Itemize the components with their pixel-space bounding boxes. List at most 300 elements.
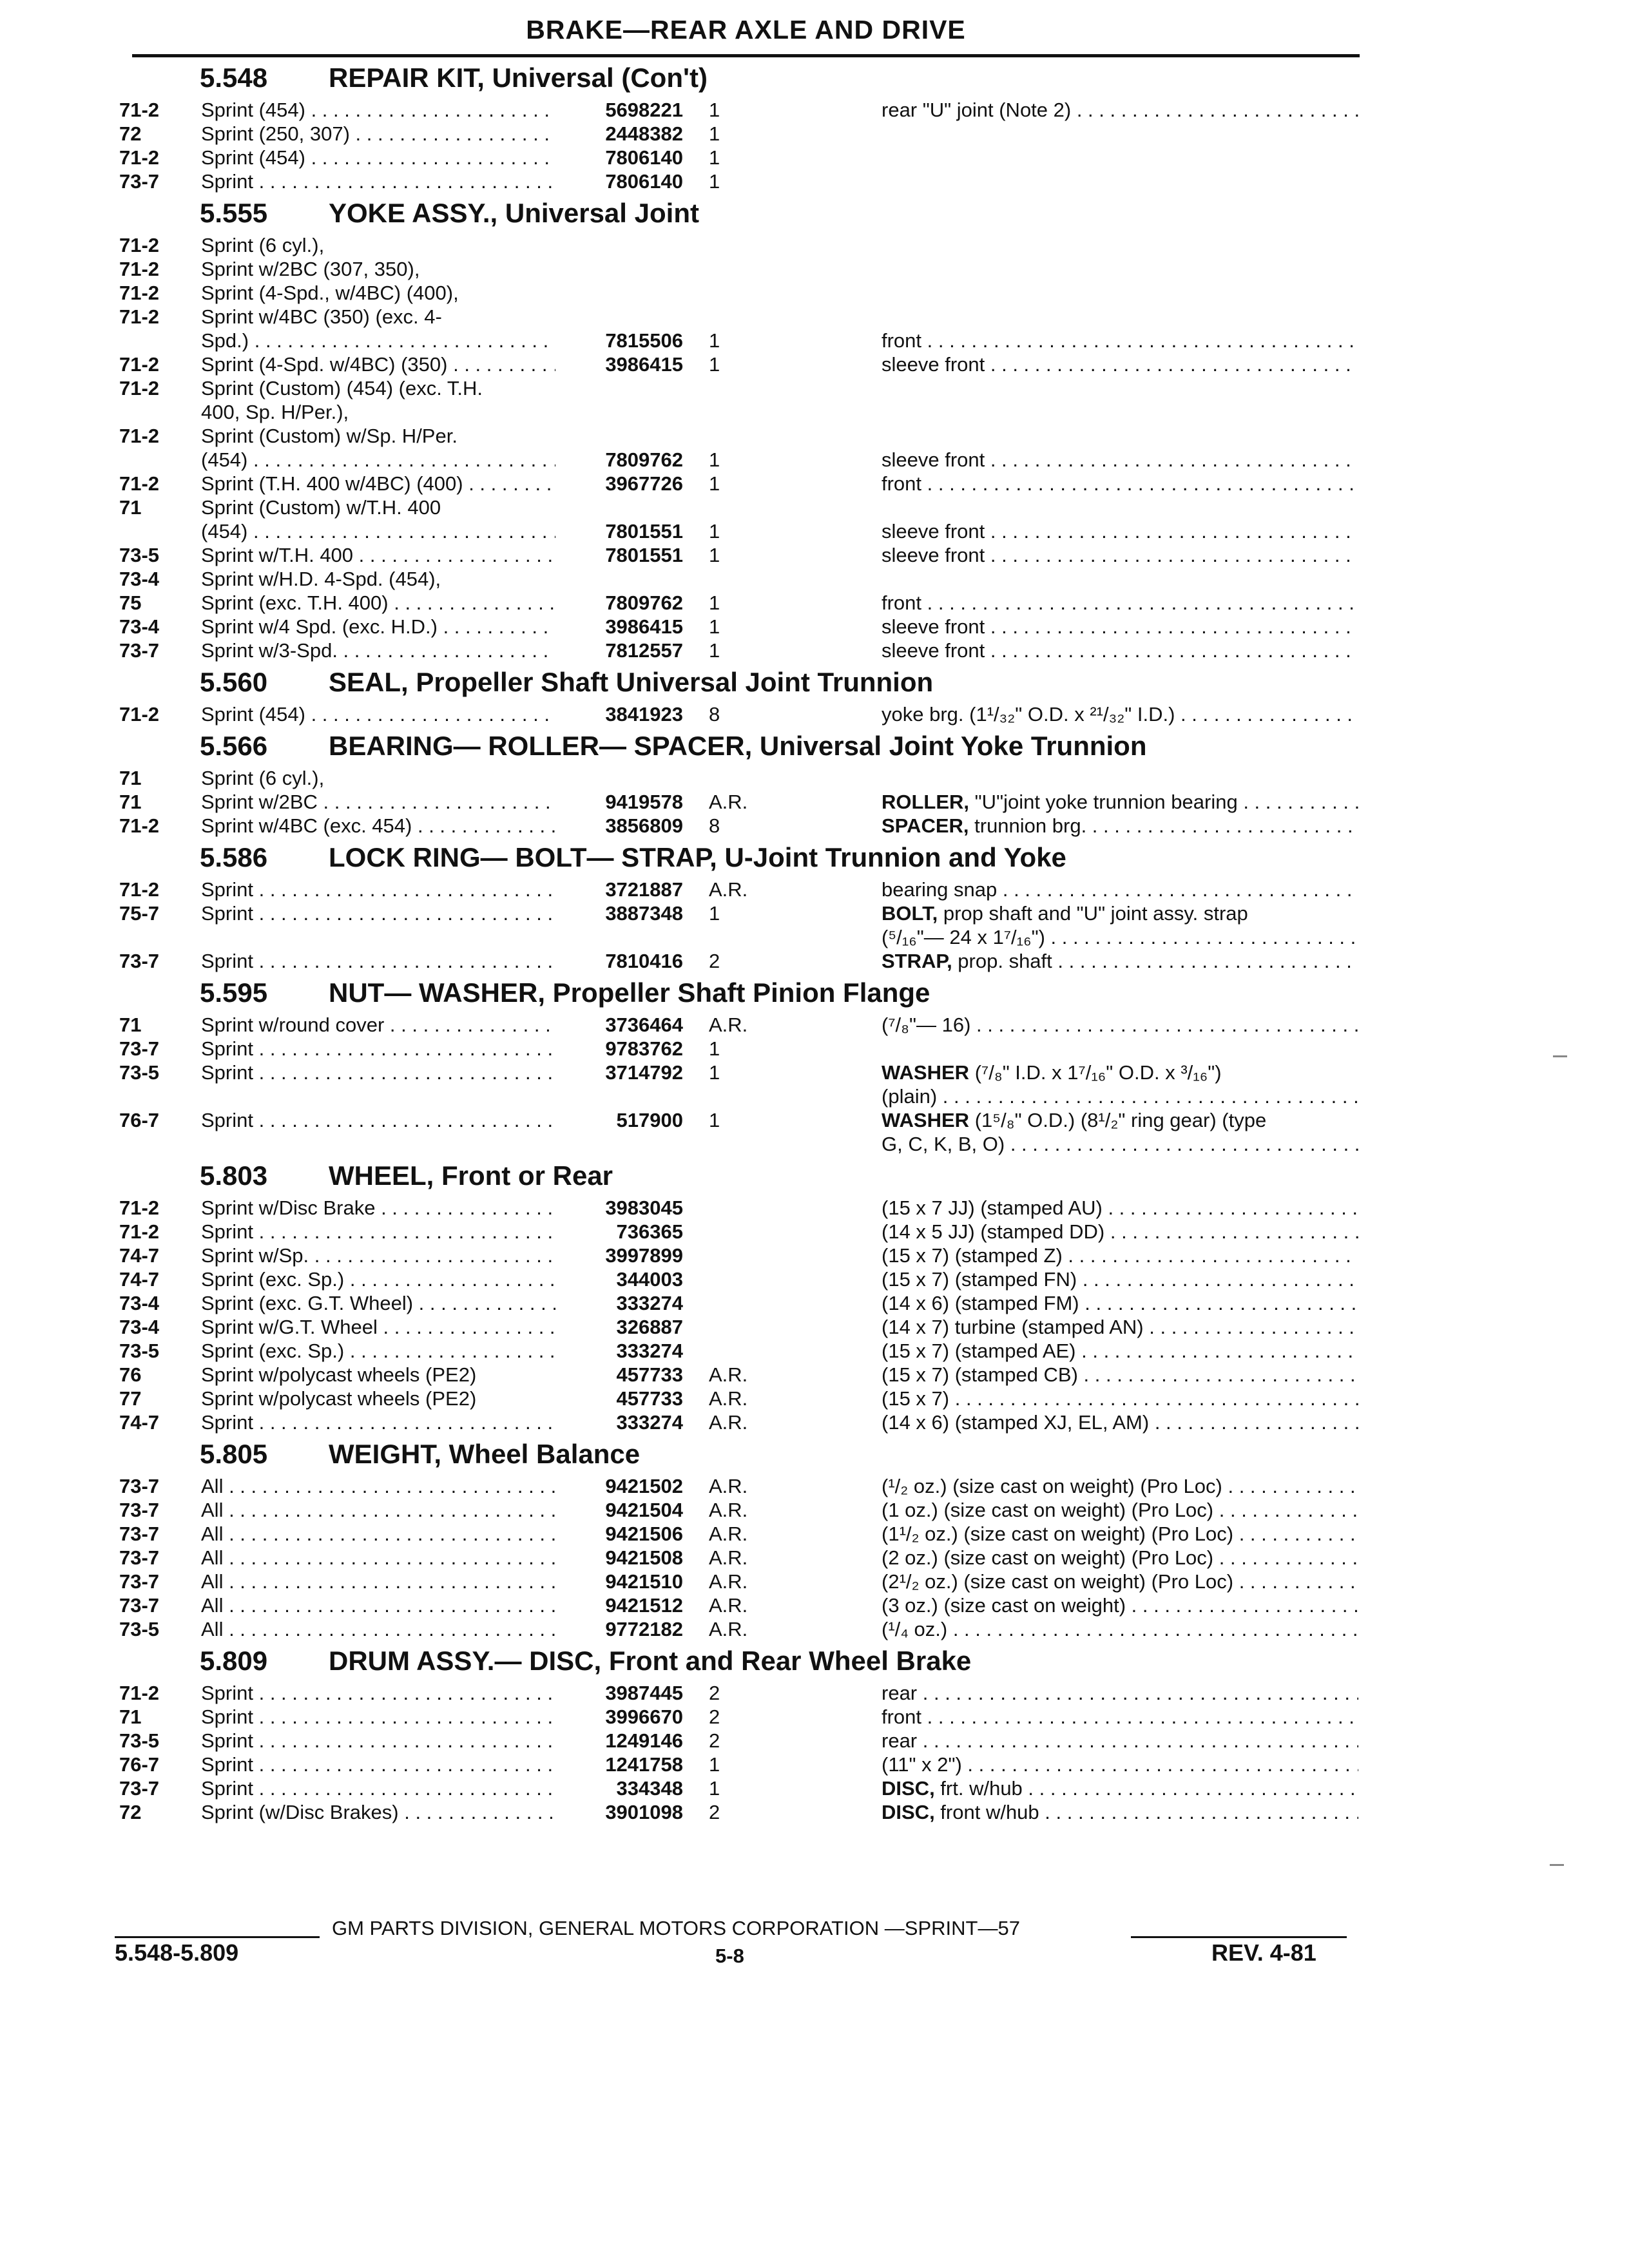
remarks bbox=[882, 1522, 1358, 1546]
application-desc: Sprint w/polycast wheels (PE2) bbox=[201, 1387, 477, 1410]
remarks bbox=[882, 352, 1358, 376]
part-number: 9421502 bbox=[605, 1475, 683, 1497]
part-number: 7806140 bbox=[605, 146, 683, 169]
application-desc: Sprint (Custom) w/T.H. 400 bbox=[201, 496, 441, 519]
application-desc: All . . . bbox=[201, 1617, 555, 1641]
section-number: 5.560 bbox=[200, 667, 268, 697]
model-code: 73-4 bbox=[119, 615, 160, 638]
table-row bbox=[0, 424, 1629, 448]
application-desc: Sprint w/4BC (exc. 454) . . . bbox=[201, 814, 555, 838]
remarks bbox=[882, 448, 1358, 472]
remarks-text: sleeve front bbox=[882, 639, 985, 662]
quantity: 1 bbox=[709, 1061, 720, 1084]
application-desc: Sprint (250, 307) . . . bbox=[201, 122, 555, 146]
remarks bbox=[882, 1546, 1358, 1570]
part-number: 3841923 bbox=[605, 703, 683, 726]
remarks bbox=[882, 1705, 1358, 1729]
part-number: 326887 bbox=[616, 1316, 683, 1338]
section-number: 5.548 bbox=[200, 62, 268, 93]
table-row bbox=[0, 1729, 1629, 1753]
table-row bbox=[0, 1244, 1629, 1267]
application-desc: Sprint w/Sp. . . . bbox=[201, 1244, 555, 1267]
remarks bbox=[882, 702, 1358, 726]
remarks-keyword: DISC, bbox=[882, 1801, 935, 1823]
application-desc: Sprint (exc. T.H. 400) . . . bbox=[201, 591, 555, 615]
application-desc: Sprint . . . bbox=[201, 1037, 555, 1061]
quantity: A.R. bbox=[709, 878, 748, 901]
application-desc: Sprint (6 cyl.), bbox=[201, 767, 325, 789]
application-desc: Sprint . . . bbox=[201, 1410, 555, 1434]
quantity: 1 bbox=[709, 170, 720, 193]
part-number: 333274 bbox=[616, 1292, 683, 1314]
application-desc: Sprint w/H.D. 4-Spd. (454), bbox=[201, 568, 441, 590]
quantity: 1 bbox=[709, 1037, 720, 1060]
table-row bbox=[0, 122, 1629, 146]
model-code: 76 bbox=[119, 1363, 142, 1386]
application-desc: Sprint . . . bbox=[201, 1705, 555, 1729]
table-row bbox=[0, 1387, 1629, 1410]
application-desc: Sprint w/4 Spd. (exc. H.D.) . . . bbox=[201, 615, 555, 639]
quantity: 1 bbox=[709, 1109, 720, 1131]
quantity: A.R. bbox=[709, 1387, 748, 1410]
remarks-text: sleeve front bbox=[882, 520, 985, 543]
section bbox=[0, 662, 1629, 726]
table-row bbox=[0, 1681, 1629, 1705]
remarks bbox=[882, 1061, 1358, 1084]
remarks bbox=[882, 1291, 1358, 1315]
quantity: 8 bbox=[709, 814, 720, 837]
section-number: 5.803 bbox=[200, 1160, 268, 1191]
section-heading bbox=[0, 1641, 1629, 1681]
application-desc: Sprint . . . bbox=[201, 169, 555, 193]
model-code: 73-7 bbox=[119, 639, 160, 662]
scan-mark bbox=[1550, 1864, 1564, 1866]
remarks bbox=[882, 1084, 1358, 1108]
table-row bbox=[0, 495, 1629, 519]
table-row bbox=[0, 519, 1629, 543]
remarks-text: (⁵/₁₆"— 24 x 1⁷/₁₆") bbox=[882, 926, 1045, 948]
part-number: 3714792 bbox=[605, 1061, 683, 1084]
part-number: 1249146 bbox=[605, 1729, 683, 1752]
part-number: 3721887 bbox=[605, 878, 683, 901]
table-row bbox=[0, 329, 1629, 352]
remarks bbox=[882, 472, 1358, 495]
part-number: 457733 bbox=[616, 1387, 683, 1410]
model-code: 71-2 bbox=[119, 1196, 160, 1219]
footer-range: 5.548-5.809 bbox=[115, 1939, 239, 1966]
remarks-text: (14 x 5 JJ) (stamped DD) bbox=[882, 1220, 1105, 1243]
remarks-text: sleeve front bbox=[882, 353, 985, 376]
page-header bbox=[132, 9, 1360, 57]
model-code: 71 bbox=[119, 767, 142, 789]
quantity: 2 bbox=[709, 1729, 720, 1752]
part-number: 3987445 bbox=[605, 1682, 683, 1704]
model-code: 73-7 bbox=[119, 1594, 160, 1617]
remarks-text: sleeve front bbox=[882, 615, 985, 638]
table-row bbox=[0, 233, 1629, 257]
table-row bbox=[0, 1196, 1629, 1220]
application-desc: Sprint w/polycast wheels (PE2) bbox=[201, 1363, 477, 1386]
quantity: A.R. bbox=[709, 1475, 748, 1497]
quantity: 1 bbox=[709, 99, 720, 121]
remarks bbox=[882, 814, 1358, 838]
table-row bbox=[0, 352, 1629, 376]
part-number: 9772182 bbox=[605, 1618, 683, 1640]
model-code: 71 bbox=[119, 1706, 142, 1728]
remarks-text: (2 oz.) (size cast on weight) (Pro Loc) bbox=[882, 1546, 1214, 1569]
remarks bbox=[882, 1800, 1358, 1824]
page-title: BRAKE—REAR AXLE AND DRIVE bbox=[526, 15, 966, 44]
model-code: 74-7 bbox=[119, 1268, 160, 1291]
table-row bbox=[0, 1410, 1629, 1434]
part-number: 9421508 bbox=[605, 1546, 683, 1569]
quantity: A.R. bbox=[709, 1499, 748, 1521]
quantity: 1 bbox=[709, 591, 720, 614]
remarks-text: (2¹/₂ oz.) (size cast on weight) (Pro Loc) bbox=[882, 1570, 1234, 1593]
model-code: 71 bbox=[119, 1014, 142, 1036]
model-code: 73-7 bbox=[119, 1777, 160, 1800]
application-desc: (454) . . . bbox=[201, 519, 555, 543]
table-row bbox=[0, 1705, 1629, 1729]
table-row bbox=[0, 1291, 1629, 1315]
remarks-text: trunnion brg. bbox=[969, 814, 1087, 837]
part-number: 344003 bbox=[616, 1268, 683, 1291]
remarks-text: (14 x 6) (stamped XJ, EL, AM) bbox=[882, 1411, 1150, 1434]
section-heading bbox=[0, 193, 1629, 233]
footer-rule-left bbox=[115, 1936, 320, 1938]
part-number: 7809762 bbox=[605, 448, 683, 471]
application-desc: Sprint (4-Spd. w/4BC) (350) . . . bbox=[201, 352, 555, 376]
footer-page-number: 5-8 bbox=[715, 1945, 744, 1967]
model-code: 73-4 bbox=[119, 1316, 160, 1338]
remarks-keyword: BOLT, bbox=[882, 902, 938, 925]
remarks bbox=[882, 1753, 1358, 1776]
model-code: 71-2 bbox=[119, 703, 160, 726]
model-code: 73-7 bbox=[119, 1499, 160, 1521]
application-desc: Sprint w/4BC (350) (exc. 4- bbox=[201, 305, 442, 328]
remarks bbox=[882, 878, 1358, 901]
remarks-text: (11" x 2") bbox=[882, 1753, 962, 1776]
application-desc: Sprint (exc. Sp.) . . . bbox=[201, 1339, 555, 1363]
table-row bbox=[0, 1546, 1629, 1570]
remarks bbox=[882, 1617, 1358, 1641]
quantity: 2 bbox=[709, 950, 720, 972]
section-title: REPAIR KIT, Universal (Con't) bbox=[329, 62, 708, 93]
application-desc: All . . . bbox=[201, 1570, 555, 1593]
part-number: 333274 bbox=[616, 1411, 683, 1434]
remarks bbox=[882, 1474, 1358, 1498]
table-row bbox=[0, 1132, 1629, 1156]
table-row bbox=[0, 1800, 1629, 1824]
application-desc: Sprint (6 cyl.), bbox=[201, 234, 325, 256]
model-code: 71-2 bbox=[119, 1682, 160, 1704]
part-number: 3856809 bbox=[605, 814, 683, 837]
part-number: 7801551 bbox=[605, 520, 683, 543]
application-desc: Sprint (w/Disc Brakes) . . . bbox=[201, 1800, 555, 1824]
quantity: A.R. bbox=[709, 1014, 748, 1036]
remarks-text: (3 oz.) (size cast on weight) bbox=[882, 1594, 1126, 1617]
table-row bbox=[0, 567, 1629, 591]
table-row bbox=[0, 1617, 1629, 1641]
section-number: 5.805 bbox=[200, 1439, 268, 1469]
quantity: 8 bbox=[709, 703, 720, 726]
section-title: LOCK RING— BOLT— STRAP, U-Joint Trunnion and Yoke bbox=[329, 842, 1066, 872]
application-desc: All . . . bbox=[201, 1546, 555, 1570]
model-code: 71-2 bbox=[119, 282, 160, 304]
part-number: 334348 bbox=[616, 1777, 683, 1800]
remarks bbox=[882, 1013, 1358, 1037]
section-heading bbox=[0, 662, 1629, 702]
quantity: A.R. bbox=[709, 1363, 748, 1386]
model-code: 71-2 bbox=[119, 99, 160, 121]
remarks bbox=[882, 1410, 1358, 1434]
model-code: 71-2 bbox=[119, 305, 160, 328]
part-number: 2448382 bbox=[605, 122, 683, 145]
model-code: 73-5 bbox=[119, 1618, 160, 1640]
model-code: 71-2 bbox=[119, 377, 160, 399]
footer-publisher: GM PARTS DIVISION, GENERAL MOTORS CORPORATION —SPRINT—57 bbox=[332, 1917, 1020, 1939]
table-row bbox=[0, 615, 1629, 639]
model-code: 76-7 bbox=[119, 1109, 160, 1131]
table-row bbox=[0, 814, 1629, 838]
remarks bbox=[882, 543, 1358, 567]
section-number: 5.586 bbox=[200, 842, 268, 872]
model-code: 71-2 bbox=[119, 814, 160, 837]
model-code: 71-2 bbox=[119, 234, 160, 256]
remarks-keyword: ROLLER, bbox=[882, 791, 970, 813]
part-number: 3986415 bbox=[605, 615, 683, 638]
application-desc: Sprint . . . bbox=[201, 1681, 555, 1705]
table-row bbox=[0, 257, 1629, 281]
model-code: 73-5 bbox=[119, 1340, 160, 1362]
section bbox=[0, 193, 1629, 662]
quantity: A.R. bbox=[709, 1618, 748, 1640]
table-row bbox=[0, 376, 1629, 400]
application-desc: Sprint w/2BC . . . bbox=[201, 790, 555, 814]
section-title: WEIGHT, Wheel Balance bbox=[329, 1439, 641, 1469]
application-desc: (454) . . . bbox=[201, 448, 555, 472]
remarks-text: (plain) bbox=[882, 1085, 938, 1108]
model-code: 73-4 bbox=[119, 568, 160, 590]
application-desc: Sprint w/2BC (307, 350), bbox=[201, 258, 420, 280]
model-code: 73-7 bbox=[119, 1570, 160, 1593]
table-row bbox=[0, 1498, 1629, 1522]
model-code: 71-2 bbox=[119, 146, 160, 169]
remarks-text: (¹/₄ oz.) bbox=[882, 1618, 948, 1640]
table-row bbox=[0, 1363, 1629, 1387]
remarks bbox=[882, 1220, 1358, 1244]
quantity: A.R. bbox=[709, 1523, 748, 1545]
part-number: 3887348 bbox=[605, 902, 683, 925]
model-code: 73-5 bbox=[119, 544, 160, 566]
remarks-text: front bbox=[882, 1706, 922, 1728]
application-desc: Sprint . . . bbox=[201, 1753, 555, 1776]
scan-mark bbox=[1553, 1055, 1567, 1057]
remarks bbox=[882, 1681, 1358, 1705]
application-desc: Spd.) . . . bbox=[201, 329, 555, 352]
quantity: 1 bbox=[709, 353, 720, 376]
quantity: A.R. bbox=[709, 1411, 748, 1434]
section-heading bbox=[0, 58, 1629, 98]
application-desc: Sprint (Custom) w/Sp. H/Per. bbox=[201, 425, 458, 447]
remarks-text: (15 x 7) bbox=[882, 1387, 950, 1410]
remarks bbox=[882, 1339, 1358, 1363]
application-desc: Sprint (T.H. 400 w/4BC) (400) . . . bbox=[201, 472, 555, 495]
remarks-text: front w/hub bbox=[934, 1801, 1039, 1823]
table-row bbox=[0, 1522, 1629, 1546]
part-number: 3996670 bbox=[605, 1706, 683, 1728]
section-heading bbox=[0, 726, 1629, 766]
section-title: WHEEL, Front or Rear bbox=[329, 1160, 613, 1191]
part-number: 9421510 bbox=[605, 1570, 683, 1593]
remarks-text: (15 x 7 JJ) (stamped AU) bbox=[882, 1196, 1103, 1219]
table-row bbox=[0, 305, 1629, 329]
model-code: 71-2 bbox=[119, 878, 160, 901]
table-row bbox=[0, 878, 1629, 901]
model-code: 74-7 bbox=[119, 1244, 160, 1267]
remarks-text: (15 x 7) (stamped Z) bbox=[882, 1244, 1063, 1267]
footer-rule-right bbox=[1131, 1936, 1347, 1938]
table-row bbox=[0, 1776, 1629, 1800]
part-number: 3997899 bbox=[605, 1244, 683, 1267]
remarks-text: G, C, K, B, O) bbox=[882, 1133, 1005, 1155]
section-title: YOKE ASSY., Universal Joint bbox=[329, 198, 699, 228]
remarks bbox=[882, 901, 1358, 925]
remarks bbox=[882, 329, 1358, 352]
part-number: 9419578 bbox=[605, 791, 683, 813]
table-row bbox=[0, 1267, 1629, 1291]
section-title: BEARING— ROLLER— SPACER, Universal Joint Yoke Trunnion bbox=[329, 731, 1147, 761]
table-row bbox=[0, 1339, 1629, 1363]
model-code: 71-2 bbox=[119, 258, 160, 280]
part-number: 3967726 bbox=[605, 472, 683, 495]
remarks bbox=[882, 98, 1358, 122]
remarks bbox=[882, 1267, 1358, 1291]
table-row bbox=[0, 98, 1629, 122]
remarks bbox=[882, 1729, 1358, 1753]
quantity: 2 bbox=[709, 1682, 720, 1704]
application-desc: Sprint (454) . . . bbox=[201, 98, 555, 122]
table-row bbox=[0, 1013, 1629, 1037]
application-desc: Sprint . . . bbox=[201, 949, 555, 973]
part-number: 333274 bbox=[616, 1340, 683, 1362]
section-number: 5.809 bbox=[200, 1646, 268, 1676]
table-row bbox=[0, 169, 1629, 193]
model-code: 73-7 bbox=[119, 950, 160, 972]
remarks bbox=[882, 1387, 1358, 1410]
model-code: 71-2 bbox=[119, 472, 160, 495]
application-desc: Sprint (4-Spd., w/4BC) (400), bbox=[201, 282, 459, 304]
remarks bbox=[882, 615, 1358, 639]
application-desc: All . . . bbox=[201, 1522, 555, 1546]
model-code: 71-2 bbox=[119, 425, 160, 447]
part-number: 736365 bbox=[616, 1220, 683, 1243]
table-row bbox=[0, 1474, 1629, 1498]
application-desc: Sprint . . . bbox=[201, 1220, 555, 1244]
table-row bbox=[0, 1037, 1629, 1061]
application-desc: Sprint w/3-Spd. . . . bbox=[201, 639, 555, 662]
model-code: 71 bbox=[119, 791, 142, 813]
part-number: 7810416 bbox=[605, 950, 683, 972]
remarks-text: yoke brg. (1¹/₃₂" O.D. x ²¹/₃₂" I.D.) bbox=[882, 703, 1175, 726]
quantity: A.R. bbox=[709, 791, 748, 813]
remarks-keyword: DISC, bbox=[882, 1777, 935, 1800]
table-row bbox=[0, 281, 1629, 305]
application-desc: Sprint (exc. Sp.) . . . bbox=[201, 1267, 555, 1291]
application-desc: Sprint (454) . . . bbox=[201, 702, 555, 726]
remarks bbox=[882, 1315, 1358, 1339]
application-desc: Sprint (Custom) (454) (exc. T.H. bbox=[201, 377, 483, 399]
quantity: A.R. bbox=[709, 1594, 748, 1617]
remarks-text: "U"joint yoke trunnion bearing bbox=[969, 791, 1238, 813]
section bbox=[0, 973, 1629, 1156]
application-desc: Sprint . . . bbox=[201, 1108, 555, 1132]
part-number: 3983045 bbox=[605, 1196, 683, 1219]
section bbox=[0, 1641, 1629, 1824]
table-row bbox=[0, 448, 1629, 472]
section-heading bbox=[0, 1434, 1629, 1474]
table-row bbox=[0, 1108, 1629, 1132]
remarks-keyword: WASHER bbox=[882, 1109, 970, 1131]
model-code: 73-7 bbox=[119, 1546, 160, 1569]
remarks bbox=[882, 925, 1358, 949]
quantity: 1 bbox=[709, 902, 720, 925]
parts-list bbox=[0, 58, 1629, 1824]
remarks bbox=[882, 1196, 1358, 1220]
remarks-text: (1¹/₂ oz.) (size cast on weight) (Pro Loc) bbox=[882, 1523, 1234, 1545]
model-code: 76-7 bbox=[119, 1753, 160, 1776]
section-heading bbox=[0, 838, 1629, 878]
part-number: 7806140 bbox=[605, 170, 683, 193]
part-number: 517900 bbox=[616, 1109, 683, 1131]
section-number: 5.595 bbox=[200, 977, 268, 1008]
part-number: 5698221 bbox=[605, 99, 683, 121]
remarks-text: frt. w/hub bbox=[934, 1777, 1023, 1800]
part-number: 9421512 bbox=[605, 1594, 683, 1617]
model-code: 73-5 bbox=[119, 1061, 160, 1084]
quantity: 1 bbox=[709, 615, 720, 638]
remarks-text: (14 x 7) turbine (stamped AN) bbox=[882, 1316, 1144, 1338]
application-desc: Sprint . . . bbox=[201, 1729, 555, 1753]
section-heading bbox=[0, 1156, 1629, 1196]
application-desc: 400, Sp. H/Per.), bbox=[201, 401, 349, 423]
remarks bbox=[882, 519, 1358, 543]
application-desc: All . . . bbox=[201, 1593, 555, 1617]
application-desc: Sprint . . . bbox=[201, 1776, 555, 1800]
application-desc: Sprint w/T.H. 400 . . . bbox=[201, 543, 555, 567]
remarks-text: (14 x 6) (stamped FM) bbox=[882, 1292, 1079, 1314]
application-desc: Sprint . . . bbox=[201, 1061, 555, 1084]
model-code: 71-2 bbox=[119, 353, 160, 376]
remarks-text: prop. shaft bbox=[952, 950, 1052, 972]
remarks-text: sleeve front bbox=[882, 544, 985, 566]
model-code: 75-7 bbox=[119, 902, 160, 925]
quantity: 2 bbox=[709, 1801, 720, 1823]
part-number: 7801551 bbox=[605, 544, 683, 566]
remarks bbox=[882, 1776, 1358, 1800]
part-number: 9783762 bbox=[605, 1037, 683, 1060]
table-row bbox=[0, 400, 1629, 424]
application-desc: Sprint (exc. G.T. Wheel) . . . bbox=[201, 1291, 555, 1315]
model-code: 71-2 bbox=[119, 1220, 160, 1243]
table-row bbox=[0, 1061, 1629, 1084]
part-number: 3901098 bbox=[605, 1801, 683, 1823]
application-desc: Sprint w/round cover . . . bbox=[201, 1013, 555, 1037]
table-row bbox=[0, 702, 1629, 726]
model-code: 73-4 bbox=[119, 1292, 160, 1314]
remarks bbox=[882, 591, 1358, 615]
model-code: 72 bbox=[119, 122, 142, 145]
